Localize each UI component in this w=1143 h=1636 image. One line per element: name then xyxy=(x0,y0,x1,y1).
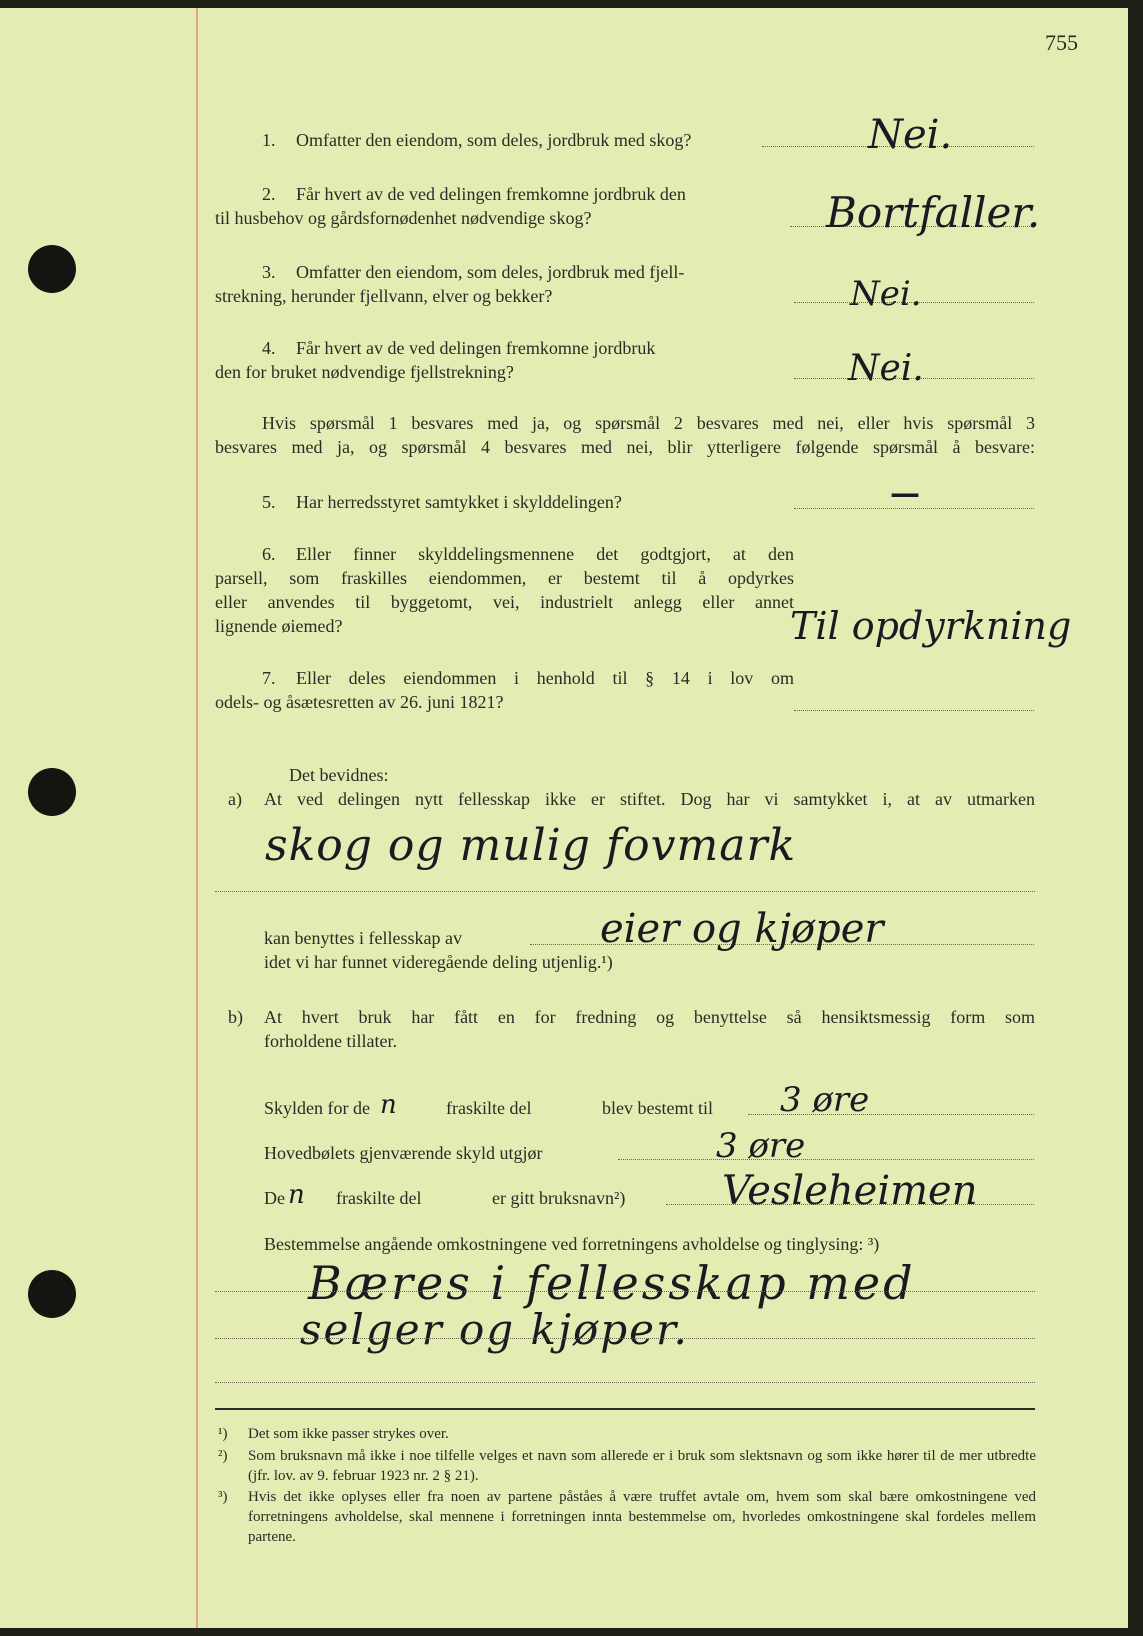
skylden-mid: fraskilte del xyxy=(446,1098,532,1118)
question-7-line2: odels- og åsætesretten av 26. juni 1821? xyxy=(215,692,504,712)
bruksnavn-mid: fraskilte del xyxy=(336,1188,422,1208)
cost-label: Bestemmelse angående omkostningene ved forretningens avholdelse og tinglysing: ³) xyxy=(264,1234,880,1254)
answer-line xyxy=(794,710,1034,711)
margin-line xyxy=(196,8,198,1628)
answer-line xyxy=(618,1159,1034,1160)
question-1-text: Omfatter den eiendom, som deles, jordbruk med skog? xyxy=(296,130,692,150)
question-2-answer: Bortfaller. xyxy=(826,188,1041,237)
skylden-label: Skylden for de xyxy=(264,1098,370,1118)
footnote-2-key: ²) xyxy=(218,1448,228,1464)
footnote-1-text: Det som ikke passer strykes over. xyxy=(248,1426,449,1442)
condition-line2: besvares med ja, og spørsmål 4 besvares med nei, blir ytterligere følgende spørsmål å besvare: xyxy=(215,437,1035,457)
document-page xyxy=(0,8,1128,1628)
question-6-line3: eller anvendes til byggetomt, vei, industrielt anlegg eller annet xyxy=(215,592,794,612)
question-3-line2: strekning, herunder fjellvann, elver og bekker? xyxy=(215,286,553,306)
question-6-line1: Eller finner skylddelingsmennene det godtgjort, at den xyxy=(296,544,794,564)
answer-line xyxy=(215,1338,1035,1339)
shared-use-line2: idet vi har funnet videregående deling utjenlig.¹) xyxy=(264,952,613,972)
bruksnavn-label-start: De xyxy=(264,1188,285,1208)
skylden-handwritten-suffix: n xyxy=(380,1090,397,1120)
condition-line1: Hvis spørsmål 1 besvares med ja, og spørsmål 2 besvares med nei, eller hvis spørsmål 3 xyxy=(262,413,1035,433)
question-4-answer: Nei. xyxy=(848,348,924,389)
question-4-line1: Får hvert av de ved delingen fremkomne jordbruk xyxy=(296,338,656,358)
punch-hole xyxy=(28,1270,76,1318)
certification-heading: Det bevidnes: xyxy=(289,765,389,785)
question-2-line1: Får hvert av de ved delingen fremkomne jordbruk den xyxy=(296,184,686,204)
footnote-3-text: Hvis det ikke oplyses eller fra noen av partene påståes å være truffet avtale om, hvem som skal bære omkostningene ved forretningens avholdelse, skal mennene i forretningen innta bestemmelse om, hvorledes omkostningene skal fordeles mellem partene. xyxy=(248,1489,1036,1545)
question-4-line2: den for bruket nødvendige fjellstrekning? xyxy=(215,362,514,382)
footnote-3-key: ³) xyxy=(218,1489,228,1505)
bruksnavn-post: er gitt bruksnavn²) xyxy=(492,1188,626,1208)
question-3-number: 3. xyxy=(262,262,276,282)
question-6-line4: lignende øiemed? xyxy=(215,616,343,636)
page-number: 755 xyxy=(1045,30,1078,55)
question-7-line1: Eller deles eiendommen i henhold til § 14 i lov om xyxy=(296,668,794,688)
question-3-answer: Nei. xyxy=(850,274,922,314)
section-b-label: b) xyxy=(228,1007,243,1027)
punch-hole xyxy=(28,768,76,816)
question-2-line2: til husbehov og gårdsfornødenhet nødvendige skog? xyxy=(215,208,592,228)
section-a-label: a) xyxy=(228,789,242,809)
question-4-number: 4. xyxy=(262,338,276,358)
question-1-number: 1. xyxy=(262,130,276,150)
question-5-number: 5. xyxy=(262,492,276,512)
footnote-2-text: Som bruksnavn må ikke i noe tilfelle velges et navn som allerede er i bruk som slektsnavn og som ikke hører til de mer utbredte (jfr. lov. av 9. februar 1923 nr. 2 § 21). xyxy=(248,1448,1036,1484)
cost-handwritten-line1: Bæres i fellesskap med xyxy=(308,1256,916,1310)
question-6-line2: parsell, som fraskilles eiendommen, er bestemt til å opdyrkes xyxy=(215,568,794,588)
section-b-line2: forholdene tillater. xyxy=(264,1031,397,1051)
footnote-1-key: ¹) xyxy=(218,1426,228,1442)
footnote-2 xyxy=(218,1446,1036,1486)
question-6-answer: Til opdyrkning xyxy=(790,604,1072,648)
answer-line xyxy=(215,1291,1035,1292)
bruksnavn-value: Vesleheimen xyxy=(722,1168,978,1214)
section-a-handwritten: skog og mulig fovmark xyxy=(265,820,797,871)
question-7-number: 7. xyxy=(262,668,276,688)
bruksnavn-handwritten-suffix: n xyxy=(288,1180,305,1210)
footnote-divider xyxy=(215,1408,1035,1410)
question-3-line1: Omfatter den eiendom, som deles, jordbruk med fjell- xyxy=(296,262,685,282)
footnote-1 xyxy=(218,1424,1036,1444)
skylden-post: blev bestemt til xyxy=(602,1098,713,1118)
cost-handwritten-line2: selger og kjøper. xyxy=(300,1305,689,1354)
section-a-line1: At ved delingen nytt fellesskap ikke er stiftet. Dog har vi samtykket i, at av utmarken xyxy=(264,789,1035,809)
question-1-answer: Nei. xyxy=(868,112,953,158)
skylden-value: 3 øre xyxy=(780,1080,870,1120)
question-5-text: Har herredsstyret samtykket i skylddelingen? xyxy=(296,492,622,512)
footnote-3 xyxy=(218,1487,1036,1547)
question-2-number: 2. xyxy=(262,184,276,204)
answer-line xyxy=(215,891,1035,892)
section-b-line1: At hvert bruk har fått en for fredning og benyttelse så hensiktsmessig form som xyxy=(264,1007,1035,1027)
hovedbolet-value: 3 øre xyxy=(716,1126,806,1166)
answer-line xyxy=(215,1382,1035,1383)
shared-use-handwritten: eier og kjøper xyxy=(600,906,884,952)
shared-use-label: kan benyttes i fellesskap av xyxy=(264,928,462,948)
question-5-answer: — xyxy=(890,476,920,511)
punch-hole xyxy=(28,245,76,293)
hovedbolet-label: Hovedbølets gjenværende skyld utgjør xyxy=(264,1143,543,1163)
question-6-number: 6. xyxy=(262,544,276,564)
